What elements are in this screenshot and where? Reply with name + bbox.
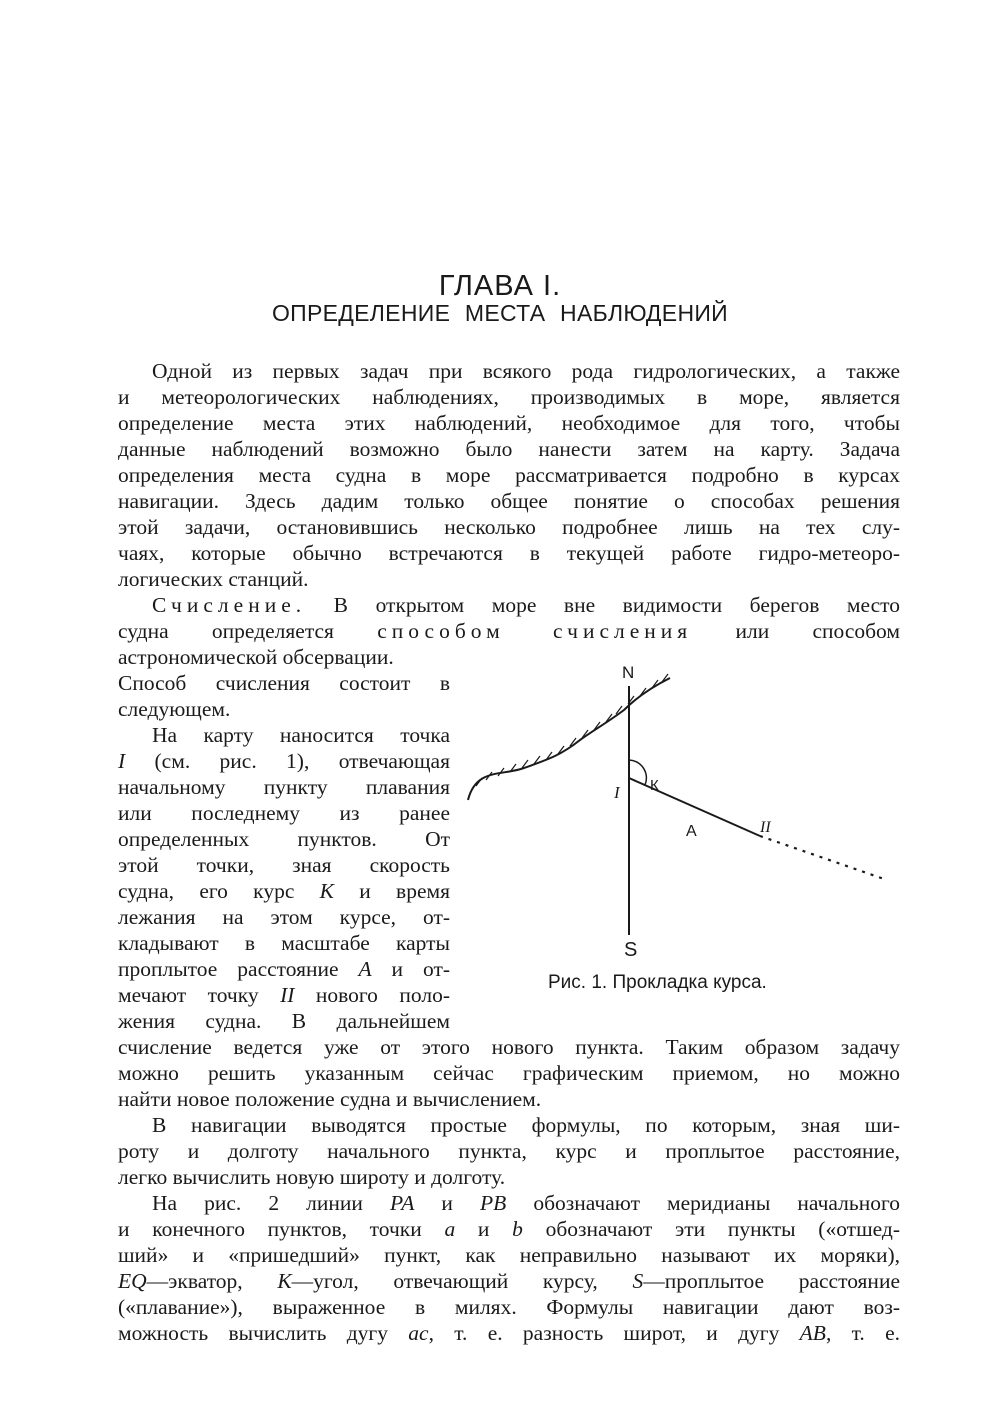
paragraph-1-line: определения места судна в море рассматривается подробно в курсах: [118, 463, 900, 487]
label-south: S: [624, 939, 638, 960]
text-span: —экватор,: [146, 1269, 278, 1293]
paragraph-2-line-1: [152, 592, 900, 618]
paragraph-2-line-3: астрономической обсервации.: [118, 645, 394, 669]
italic-span: К: [277, 1269, 292, 1293]
paragraph-3-line: кладывают в масштабе карты: [118, 931, 450, 955]
chapter-number: ГЛАВА I.: [438, 270, 562, 302]
paragraph-5-line: ший» и «пришедший» пункт, как неправильно называют их моряки),: [118, 1243, 900, 1267]
italic-span: АВ: [799, 1321, 826, 1345]
text-span: судна, его курс: [118, 879, 320, 903]
italic-span: I: [118, 749, 126, 773]
text-span: , т. е. разность широт, и дугу: [428, 1321, 800, 1345]
paragraph-2-line-5: следующем.: [118, 697, 231, 721]
text-span: мечают точку: [118, 983, 281, 1007]
paragraph-3-line: [118, 982, 450, 1008]
text-span: судна определяется: [118, 619, 378, 643]
text-span: обозначают эти пункты («отшед-: [522, 1217, 900, 1241]
paragraph-4-line: В навигации выводятся простые формулы, по которым, зная ши-: [152, 1113, 900, 1137]
text-span: —угол, отвечающий курсу,: [291, 1269, 633, 1293]
paragraph-1-line: определение места этих наблюдений, необходимое для того, чтобы: [118, 411, 900, 435]
paragraph-1-line: этой задачи, остановившись несколько подробнее лишь на тех слу-: [118, 515, 900, 539]
course-extension-dotted: [760, 836, 887, 880]
paragraph-5-line: («плавание»), выраженное в милях. Формулы навигации дают воз-: [118, 1295, 900, 1319]
italic-span: II: [280, 983, 295, 1007]
text-span: и от-: [371, 957, 450, 981]
paragraph-3-line: лежания на этом курсе, от-: [118, 905, 450, 929]
text-span: и: [455, 1217, 513, 1241]
coastline-hatching: [476, 674, 668, 786]
paragraph-3-line: На карту наносится точка: [152, 723, 450, 747]
term-sposob-schisleniya: способом счисления: [377, 619, 693, 643]
label-distance-a: А: [686, 823, 697, 840]
paragraph-2-line-4: Способ счисления состоит в: [118, 671, 450, 695]
italic-span: а: [444, 1217, 456, 1241]
label-course-k: К: [650, 777, 659, 794]
text-span: и конечного пунктов, точки: [118, 1217, 445, 1241]
text-span: обозначают меридианы начального: [506, 1191, 900, 1215]
text-span: проплытое расстояние: [118, 957, 359, 981]
paragraph-3-line: жения судна. В дальнейшем: [118, 1009, 450, 1033]
paragraph-3-line: определенных пунктов. От: [118, 827, 450, 851]
paragraph-2-line-2: [118, 618, 900, 644]
paragraph-3-line: счисление ведется уже от этого нового пункта. Таким образом задачу: [118, 1035, 900, 1059]
italic-span: ас: [408, 1321, 429, 1345]
paragraph-1-line: Одной из первых задач при всякого рода гидрологических, а также: [152, 359, 900, 383]
text-span: можность вычислить дугу: [118, 1321, 409, 1345]
paragraph-5-line: [118, 1320, 900, 1346]
label-point-i: I: [614, 783, 620, 802]
italic-span: S: [632, 1269, 644, 1293]
text-span: , т. е.: [825, 1321, 900, 1345]
text-span: В открытом море вне видимости берегов место: [306, 593, 900, 617]
paragraph-3-line: можно решить указанным сейчас графическим приемом, но можно: [118, 1061, 900, 1085]
paragraph-4-line: легко вычислить новую широту и долготу.: [118, 1165, 506, 1189]
paragraph-1-line: и метеорологических наблюдениях, производимых в море, является: [118, 385, 900, 409]
paragraph-4-line: роту и долготу начального пункта, курс и проплытое расстояние,: [118, 1139, 900, 1163]
paragraph-5-line: [118, 1216, 900, 1242]
figure-caption: Рис. 1. Прокладка курса.: [548, 972, 767, 993]
label-point-ii: II: [760, 819, 771, 836]
label-north: N: [622, 663, 635, 682]
text-span: На рис. 2 линии: [152, 1191, 390, 1215]
paragraph-3-line: этой точки, зная скорость: [118, 853, 450, 877]
paragraph-3-line: найти новое положение судна и вычислением.: [118, 1087, 542, 1111]
text-span: нового поло-: [294, 983, 451, 1007]
chapter-title: ОПРЕДЕЛЕНИЕ МЕСТА НАБЛЮДЕНИЙ: [271, 300, 729, 326]
paragraph-3-line: начальному пункту плавания: [118, 775, 450, 799]
italic-span: EQ: [118, 1269, 147, 1293]
term-schislenie: Счисление.: [152, 593, 307, 617]
paragraph-1-line: навигации. Здесь дадим только общее понятие о способах решения: [118, 489, 900, 513]
paragraph-3-line: [118, 748, 450, 774]
italic-span: К: [319, 879, 334, 903]
italic-span: А: [358, 957, 372, 981]
paragraph-1-line: чаях, которые обычно встречаются в текущей работе гидро-метеоро-: [118, 541, 900, 565]
text-span: или способом: [692, 619, 900, 643]
paragraph-5-line: [118, 1268, 900, 1294]
italic-span: РА: [389, 1191, 415, 1215]
paragraph-3-line: [118, 878, 450, 904]
text-span: и: [414, 1191, 480, 1215]
text-span: (см. рис. 1), отвечающая: [125, 749, 450, 773]
paragraph-5-line: [152, 1190, 900, 1216]
text-span: —проплытое расстояние: [643, 1269, 900, 1293]
paragraph-1-line: данные наблюдений возможно было нанести затем на карту. Задача: [118, 437, 900, 461]
italic-span: РВ: [479, 1191, 507, 1215]
italic-span: b: [512, 1217, 523, 1241]
text-span: и время: [333, 879, 450, 903]
paragraph-1-line: логических станций.: [118, 567, 309, 591]
paragraph-3-line: или последнему из ранее: [118, 801, 450, 825]
paragraph-3-line: [118, 956, 450, 982]
figure-course-plot: [462, 660, 902, 960]
